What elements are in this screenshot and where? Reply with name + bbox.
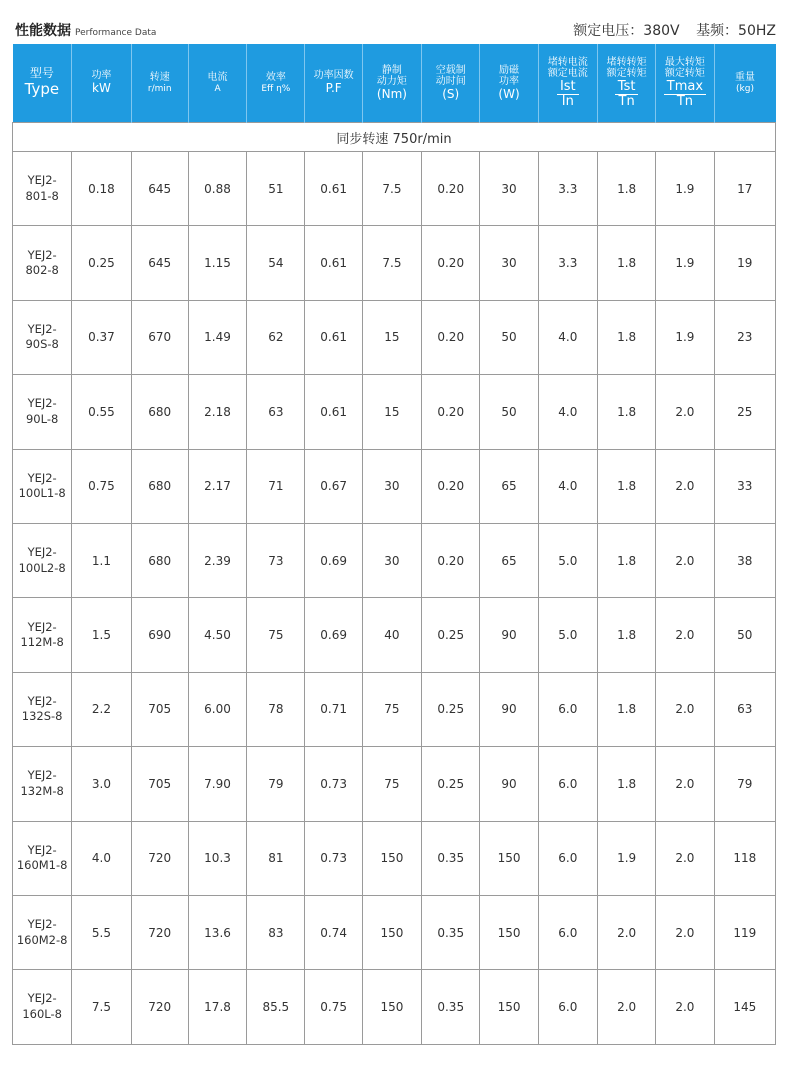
max-torque-ratio-cell: 2.0 <box>656 895 714 969</box>
power-factor-cell: 0.73 <box>305 821 362 895</box>
table-row <box>13 152 776 226</box>
locked-current-ratio-cell: 4.0 <box>538 375 597 449</box>
brake-time-cell: 0.25 <box>422 747 480 821</box>
type-line: 160M1-8 <box>16 858 68 873</box>
header-locked-current-cn-2: 额定电流 <box>547 68 588 80</box>
current-cell: 4.50 <box>188 598 246 672</box>
brake-time-cell: 0.20 <box>422 449 480 523</box>
efficiency-cell: 62 <box>247 300 305 374</box>
brake-time-cell: 0.35 <box>422 821 480 895</box>
title-text: 性能数据 <box>15 23 71 39</box>
efficiency-cell: 83 <box>247 895 305 969</box>
header-locked-current-cn-1: 堵转电流 <box>547 56 588 68</box>
excitation-power-cell: 50 <box>480 300 538 374</box>
type-cell <box>13 152 72 226</box>
weight-cell: 79 <box>714 747 775 821</box>
efficiency-cell: 79 <box>247 747 305 821</box>
locked-current-ratio-cell: 6.0 <box>538 747 597 821</box>
speed-cell: 680 <box>131 523 188 597</box>
weight-cell: 19 <box>714 226 775 300</box>
table-body <box>13 123 776 1045</box>
header-brake-torque-cn-1: 静制 <box>381 64 402 76</box>
max-torque-ratio-cell: 1.9 <box>656 152 714 226</box>
weight-cell: 118 <box>714 821 775 895</box>
type-line: 90S-8 <box>25 337 59 352</box>
efficiency-cell: 85.5 <box>247 970 305 1044</box>
header-locked-current <box>538 44 597 123</box>
max-torque-ratio-cell: 2.0 <box>656 672 714 746</box>
type-cell <box>13 598 72 672</box>
header-excitation-en: (W) <box>498 86 520 101</box>
header-max-torque-ratio <box>664 80 706 108</box>
efficiency-cell: 54 <box>247 226 305 300</box>
rated-voltage: 额定电压：380V <box>573 23 680 39</box>
header-weight-en: (kg) <box>736 83 754 94</box>
speed-cell: 705 <box>131 747 188 821</box>
excitation-power-cell: 150 <box>480 821 538 895</box>
header-excitation-cn-1: 励磁 <box>499 64 520 76</box>
header-current <box>188 44 246 123</box>
current-cell: 2.17 <box>188 449 246 523</box>
performance-table <box>12 44 776 1045</box>
table-row <box>13 747 776 821</box>
brake-torque-cell: 7.5 <box>362 226 421 300</box>
ratio-numerator: Tmax <box>664 80 706 95</box>
type-line: YEJ2- <box>27 396 57 411</box>
header-speed-en: r/min <box>147 83 172 94</box>
brake-time-cell: 0.20 <box>422 226 480 300</box>
excitation-power-cell: 30 <box>480 152 538 226</box>
locked-current-ratio-cell: 6.0 <box>538 970 597 1044</box>
table-row <box>13 300 776 374</box>
power-factor-cell: 0.75 <box>305 970 362 1044</box>
weight-cell: 63 <box>714 672 775 746</box>
power-factor-cell: 0.61 <box>305 300 362 374</box>
locked-current-ratio-cell: 5.0 <box>538 598 597 672</box>
efficiency-cell: 75 <box>247 598 305 672</box>
locked-torque-ratio-cell: 1.8 <box>597 523 655 597</box>
weight-cell: 23 <box>714 300 775 374</box>
header-speed-cn: 转速 <box>149 72 170 84</box>
efficiency-cell: 78 <box>247 672 305 746</box>
locked-torque-ratio-cell: 2.0 <box>597 895 655 969</box>
brake-time-cell: 0.20 <box>422 300 480 374</box>
header-power-cn: 功率 <box>91 70 112 82</box>
header-brake-time-en: (S) <box>442 86 460 101</box>
max-torque-ratio-cell: 2.0 <box>656 449 714 523</box>
power-cell: 1.1 <box>72 523 131 597</box>
power-cell: 1.5 <box>72 598 131 672</box>
type-line: YEJ2- <box>27 991 57 1006</box>
current-cell: 1.49 <box>188 300 246 374</box>
ratio-denominator: In <box>561 93 574 109</box>
header-max-torque <box>656 44 714 123</box>
max-torque-ratio-cell: 2.0 <box>656 375 714 449</box>
power-cell: 2.2 <box>72 672 131 746</box>
brake-torque-cell: 75 <box>362 672 421 746</box>
locked-torque-ratio-cell: 1.8 <box>597 152 655 226</box>
brake-torque-cell: 30 <box>362 449 421 523</box>
ratio-denominator: Tn <box>618 93 635 109</box>
brake-torque-cell: 150 <box>362 970 421 1044</box>
locked-torque-ratio-cell: 1.8 <box>597 375 655 449</box>
power-factor-cell: 0.74 <box>305 895 362 969</box>
locked-current-ratio-cell: 6.0 <box>538 672 597 746</box>
header-power-en: kW <box>92 80 111 95</box>
header-excitation-cn-2: 功率 <box>499 76 520 88</box>
current-cell: 0.88 <box>188 152 246 226</box>
type-line: YEJ2- <box>27 917 57 932</box>
max-torque-ratio-cell: 2.0 <box>656 523 714 597</box>
current-cell: 7.90 <box>188 747 246 821</box>
max-torque-ratio-cell: 2.0 <box>656 970 714 1044</box>
locked-torque-ratio-cell: 1.8 <box>597 226 655 300</box>
header-current-cn: 电流 <box>207 72 228 84</box>
excitation-power-cell: 90 <box>480 747 538 821</box>
type-line: 112M-8 <box>20 635 64 650</box>
type-line: YEJ2- <box>27 321 57 336</box>
max-torque-ratio-cell: 2.0 <box>656 821 714 895</box>
efficiency-cell: 81 <box>247 821 305 895</box>
type-line: YEJ2- <box>27 768 57 783</box>
type-cell <box>13 226 72 300</box>
ratio-numerator: Tst <box>615 80 639 95</box>
current-cell: 2.39 <box>188 523 246 597</box>
ratio-denominator: Tn <box>676 93 693 109</box>
header-excitation-power <box>480 44 538 123</box>
type-line: 160M2-8 <box>16 932 68 947</box>
title-subtitle: Performance Data <box>75 28 157 38</box>
power-cell: 4.0 <box>72 821 131 895</box>
table-row <box>13 821 776 895</box>
header-speed <box>131 44 188 123</box>
header-current-en: A <box>214 83 221 94</box>
weight-cell: 17 <box>714 152 775 226</box>
brake-torque-cell: 7.5 <box>362 152 421 226</box>
power-cell: 5.5 <box>72 895 131 969</box>
speed-cell: 645 <box>131 152 188 226</box>
header-weight-cn: 重量 <box>735 72 756 84</box>
type-cell <box>13 300 72 374</box>
power-factor-cell: 0.69 <box>305 523 362 597</box>
header-pf-en: P.F <box>325 80 342 95</box>
type-line: 160L-8 <box>22 1006 62 1021</box>
locked-current-ratio-cell: 3.3 <box>538 226 597 300</box>
speed-cell: 690 <box>131 598 188 672</box>
locked-current-ratio-cell: 6.0 <box>538 895 597 969</box>
current-cell: 1.15 <box>188 226 246 300</box>
type-line: 802-8 <box>25 263 59 278</box>
speed-cell: 720 <box>131 895 188 969</box>
brake-time-cell: 0.35 <box>422 895 480 969</box>
table-row <box>13 895 776 969</box>
excitation-power-cell: 65 <box>480 449 538 523</box>
brake-torque-cell: 15 <box>362 375 421 449</box>
brake-time-cell: 0.20 <box>422 375 480 449</box>
type-cell <box>13 895 72 969</box>
header-power <box>72 44 131 123</box>
power-factor-cell: 0.73 <box>305 747 362 821</box>
brake-torque-cell: 30 <box>362 523 421 597</box>
power-cell: 3.0 <box>72 747 131 821</box>
header-max-torque-cn-2: 额定转矩 <box>664 68 705 80</box>
power-cell: 7.5 <box>72 970 131 1044</box>
max-torque-ratio-cell: 2.0 <box>656 747 714 821</box>
header-efficiency-en: Eff η% <box>261 83 291 94</box>
power-factor-cell: 0.69 <box>305 598 362 672</box>
header-locked-torque-cn-1: 堵转转矩 <box>606 56 647 68</box>
header-brake-torque-en: (Nm) <box>376 86 407 101</box>
excitation-power-cell: 50 <box>480 375 538 449</box>
power-factor-cell: 0.71 <box>305 672 362 746</box>
weight-cell: 50 <box>714 598 775 672</box>
type-line: 801-8 <box>25 188 59 203</box>
power-factor-cell: 0.61 <box>305 152 362 226</box>
page-header <box>0 0 790 44</box>
type-line: 132S-8 <box>21 709 63 724</box>
brake-time-cell: 0.25 <box>422 598 480 672</box>
brake-torque-cell: 40 <box>362 598 421 672</box>
type-line: YEJ2- <box>27 619 57 634</box>
brake-time-cell: 0.35 <box>422 970 480 1044</box>
sync-speed-row <box>13 123 776 152</box>
table-row <box>13 449 776 523</box>
excitation-power-cell: 90 <box>480 672 538 746</box>
header-locked-torque-cn-2: 额定转矩 <box>606 68 647 80</box>
efficiency-cell: 63 <box>247 375 305 449</box>
type-cell <box>13 821 72 895</box>
locked-current-ratio-cell: 4.0 <box>538 449 597 523</box>
locked-torque-ratio-cell: 1.9 <box>597 821 655 895</box>
brake-time-cell: 0.20 <box>422 523 480 597</box>
type-line: 132M-8 <box>20 783 64 798</box>
type-line: YEJ2- <box>27 247 57 262</box>
speed-cell: 720 <box>131 821 188 895</box>
brake-torque-cell: 15 <box>362 300 421 374</box>
brake-time-cell: 0.20 <box>422 152 480 226</box>
header-pf-cn: 功率因数 <box>313 70 354 82</box>
type-cell <box>13 672 72 746</box>
type-line: YEJ2- <box>27 470 57 485</box>
excitation-power-cell: 150 <box>480 895 538 969</box>
header-efficiency <box>247 44 305 123</box>
weight-cell: 38 <box>714 523 775 597</box>
efficiency-cell: 73 <box>247 523 305 597</box>
max-torque-ratio-cell: 1.9 <box>656 226 714 300</box>
header-max-torque-cn-1: 最大转矩 <box>664 56 705 68</box>
efficiency-cell: 51 <box>247 152 305 226</box>
rated-info <box>573 20 776 40</box>
locked-torque-ratio-cell: 1.8 <box>597 449 655 523</box>
page-title <box>15 20 156 40</box>
power-cell: 0.18 <box>72 152 131 226</box>
locked-torque-ratio-cell: 2.0 <box>597 970 655 1044</box>
header-type-en: Type <box>24 80 60 99</box>
excitation-power-cell: 30 <box>480 226 538 300</box>
type-line: 90L-8 <box>25 411 59 426</box>
header-type <box>13 44 72 123</box>
power-factor-cell: 0.67 <box>305 449 362 523</box>
table-row <box>13 672 776 746</box>
weight-cell: 25 <box>714 375 775 449</box>
header-brake-time-cn-1: 空载制 <box>435 64 466 76</box>
power-cell: 0.37 <box>72 300 131 374</box>
weight-cell: 145 <box>714 970 775 1044</box>
table-row <box>13 226 776 300</box>
locked-torque-ratio-cell: 1.8 <box>597 300 655 374</box>
power-cell: 0.25 <box>72 226 131 300</box>
current-cell: 2.18 <box>188 375 246 449</box>
table-row <box>13 598 776 672</box>
sync-speed-label: 同步转速 750r/min <box>13 123 776 152</box>
type-cell <box>13 449 72 523</box>
locked-torque-ratio-cell: 1.8 <box>597 747 655 821</box>
type-line: 100L2-8 <box>18 560 66 575</box>
type-line: 100L1-8 <box>18 486 66 501</box>
brake-torque-cell: 150 <box>362 821 421 895</box>
locked-current-ratio-cell: 5.0 <box>538 523 597 597</box>
base-frequency: 基频：50HZ <box>696 23 776 39</box>
header-brake-time <box>422 44 480 123</box>
header-efficiency-cn: 效率 <box>265 72 286 84</box>
header-locked-torque-ratio <box>615 80 639 108</box>
header-weight <box>714 44 775 123</box>
locked-torque-ratio-cell: 1.8 <box>597 598 655 672</box>
type-line: YEJ2- <box>27 842 57 857</box>
current-cell: 13.6 <box>188 895 246 969</box>
header-brake-torque-cn-2: 动力矩 <box>376 76 407 88</box>
weight-cell: 33 <box>714 449 775 523</box>
excitation-power-cell: 90 <box>480 598 538 672</box>
speed-cell: 680 <box>131 375 188 449</box>
type-line: YEJ2- <box>27 693 57 708</box>
current-cell: 6.00 <box>188 672 246 746</box>
power-cell: 0.75 <box>72 449 131 523</box>
brake-torque-cell: 75 <box>362 747 421 821</box>
speed-cell: 720 <box>131 970 188 1044</box>
power-cell: 0.55 <box>72 375 131 449</box>
power-factor-cell: 0.61 <box>305 375 362 449</box>
power-factor-cell: 0.61 <box>305 226 362 300</box>
ratio-numerator: Ist <box>557 80 579 95</box>
header-locked-current-ratio <box>557 80 579 108</box>
current-cell: 10.3 <box>188 821 246 895</box>
brake-torque-cell: 150 <box>362 895 421 969</box>
speed-cell: 670 <box>131 300 188 374</box>
header-locked-torque <box>597 44 655 123</box>
header-brake-torque <box>362 44 421 123</box>
speed-cell: 680 <box>131 449 188 523</box>
locked-torque-ratio-cell: 1.8 <box>597 672 655 746</box>
table-header <box>13 44 776 123</box>
header-power-factor <box>305 44 362 123</box>
type-cell <box>13 523 72 597</box>
max-torque-ratio-cell: 1.9 <box>656 300 714 374</box>
speed-cell: 705 <box>131 672 188 746</box>
table-row <box>13 523 776 597</box>
efficiency-cell: 71 <box>247 449 305 523</box>
current-cell: 17.8 <box>188 970 246 1044</box>
type-line: YEJ2- <box>27 173 57 188</box>
table-row <box>13 970 776 1044</box>
brake-time-cell: 0.25 <box>422 672 480 746</box>
locked-current-ratio-cell: 4.0 <box>538 300 597 374</box>
header-brake-time-cn-2: 动时间 <box>435 76 466 88</box>
type-cell <box>13 747 72 821</box>
excitation-power-cell: 65 <box>480 523 538 597</box>
weight-cell: 119 <box>714 895 775 969</box>
excitation-power-cell: 150 <box>480 970 538 1044</box>
type-cell <box>13 970 72 1044</box>
type-cell <box>13 375 72 449</box>
speed-cell: 645 <box>131 226 188 300</box>
locked-current-ratio-cell: 3.3 <box>538 152 597 226</box>
locked-current-ratio-cell: 6.0 <box>538 821 597 895</box>
header-type-cn: 型号 <box>29 66 54 81</box>
max-torque-ratio-cell: 2.0 <box>656 598 714 672</box>
type-line: YEJ2- <box>27 545 57 560</box>
table-row <box>13 375 776 449</box>
